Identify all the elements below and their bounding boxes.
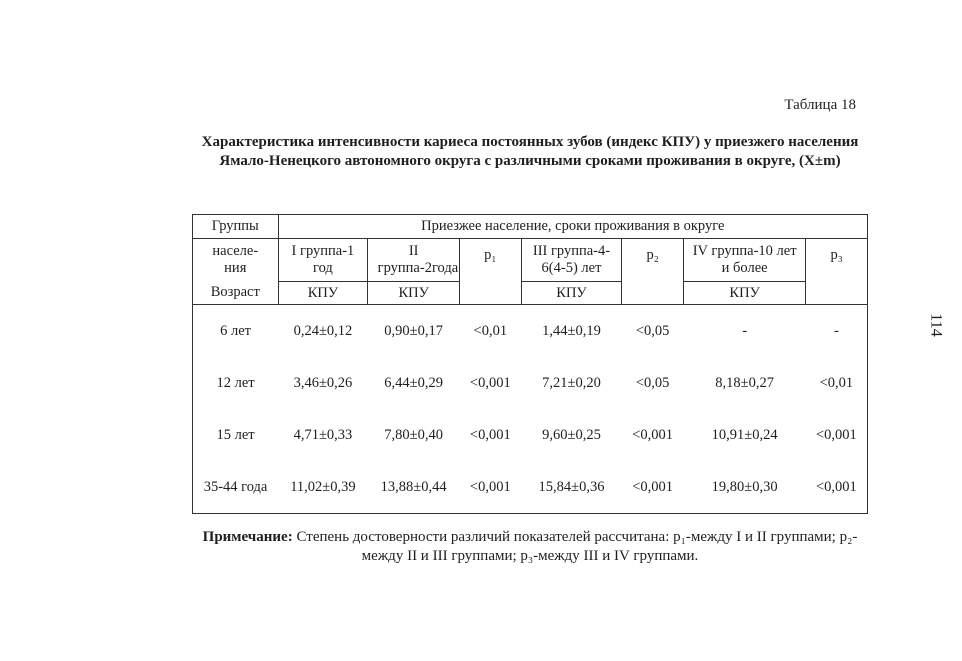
header-g2: II группа-2года (368, 239, 460, 282)
header-p2: p₂ (622, 239, 684, 305)
cell-g4: 8,18±0,27 (715, 374, 774, 391)
table-row (193, 409, 868, 461)
header-p3: p₃ (806, 239, 868, 305)
cell-g1: 11,02±0,39 (278, 461, 368, 514)
cell-p3: <0,001 (806, 409, 868, 461)
cell-p1: <0,001 (469, 374, 511, 391)
cell-g4: 10,91±0,24 (711, 426, 778, 443)
cell-p3: - (806, 305, 868, 358)
header-row-1 (193, 215, 868, 239)
header-p1: p₁ (460, 239, 522, 305)
cell-p1: <0,01 (460, 305, 522, 358)
header-kpu-2: КПУ (368, 282, 460, 305)
cell-p3: <0,01 (806, 357, 868, 409)
header-kpu-4: КПУ (683, 282, 805, 305)
cell-p1: <0,001 (460, 461, 522, 514)
cell-p1: <0,001 (469, 426, 511, 443)
cell-p3: <0,001 (806, 461, 868, 514)
cell-g1: 0,24±0,12 (278, 305, 368, 358)
cell-g3: 1,44±0,19 (521, 305, 622, 358)
cell-g1: 4,71±0,33 (293, 426, 353, 443)
cell-age: 35-44 года (193, 461, 279, 514)
note-text: Степень достоверности различий показателей рассчитана: p₁-между I и II группами; p₂-между II и III группами; p₃-между III и IV группами. (296, 529, 858, 564)
header-row-2 (193, 239, 868, 282)
table-label: Таблица 18 (784, 97, 856, 113)
cell-age: 12 лет (193, 357, 279, 409)
cell-g2: 0,90±0,17 (368, 305, 460, 358)
header-groups: Группы (193, 215, 279, 239)
header-kpu-3: КПУ (521, 282, 622, 305)
cell-p2: <0,001 (632, 426, 674, 443)
cell-age: 15 лет (193, 409, 279, 461)
table-note (190, 528, 870, 566)
header-age: Возраст (193, 282, 279, 305)
cell-p2: <0,05 (635, 374, 670, 391)
data-table (192, 214, 868, 514)
table-row (193, 357, 868, 409)
cell-g2: 6,44±0,29 (384, 374, 444, 391)
cell-g4: 19,80±0,30 (683, 461, 805, 514)
cell-g2: 13,88±0,44 (368, 461, 460, 514)
cell-g3: 15,84±0,36 (521, 461, 622, 514)
table-title: Характеристика интенсивности кариеса постоянных зубов (индекс КПУ) у приезжего населения Ямало-Ненецкого автономного округа с различными сроками проживания в округе, (X±m) (201, 134, 859, 169)
table-row (193, 305, 868, 358)
header-kpu-1: КПУ (278, 282, 368, 305)
header-g4: IV группа-10 лет и более (683, 239, 805, 282)
cell-g1: 3,46±0,26 (293, 374, 353, 391)
cell-p2: <0,05 (622, 305, 684, 358)
table-row (193, 461, 868, 514)
cell-age: 6 лет (193, 305, 279, 358)
cell-g4: - (683, 305, 805, 358)
header-population: населе-ния (193, 239, 279, 282)
header-span-title: Приезжее население, сроки проживания в округе (278, 215, 867, 239)
page-number: 114 (927, 313, 945, 337)
header-g3: III группа-4-6(4-5) лет (521, 239, 622, 282)
note-label: Примечание: (202, 529, 293, 545)
header-g1: I группа-1 год (278, 239, 368, 282)
cell-g3: 9,60±0,25 (542, 426, 601, 443)
cell-g2: 7,80±0,40 (384, 426, 444, 443)
cell-p2: <0,001 (622, 461, 684, 514)
header-row-3 (193, 282, 868, 305)
cell-g3: 7,21±0,20 (542, 374, 601, 391)
